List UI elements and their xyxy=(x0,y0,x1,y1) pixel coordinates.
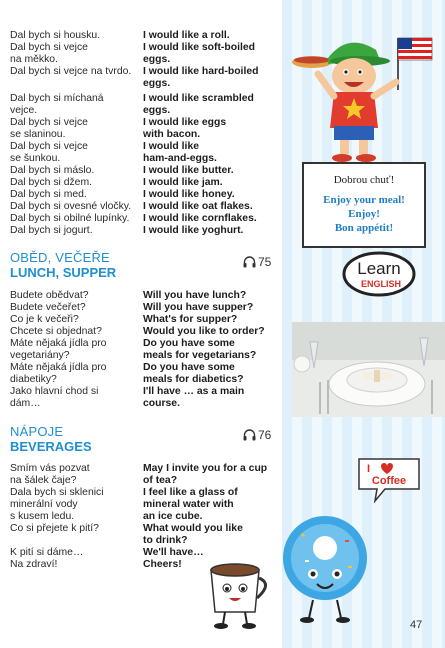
english-phrase: Will you have lunch? xyxy=(143,290,247,301)
coffee-speech-bubble xyxy=(355,455,423,505)
czech-phrase: Budete večeřet? xyxy=(10,302,86,313)
english-phrase: May I invite you for a cup xyxy=(143,463,268,474)
czech-phrase: Máte nějaká jídla pro xyxy=(10,362,107,373)
english-phrase: We'll have… xyxy=(143,547,204,558)
english-phrase: I would like xyxy=(143,141,200,152)
english-phrase: Do you have some xyxy=(143,338,235,349)
mug-and-donut-illustration xyxy=(205,500,375,630)
english-phrase: meals for diabetics? xyxy=(143,374,244,385)
table-setting-photo xyxy=(292,322,445,417)
english-phrase: ham-and-eggs. xyxy=(143,153,217,164)
czech-phrase: Smím vás pozvat xyxy=(10,463,90,474)
czech-phrase: Dal bych si vejce xyxy=(10,42,88,53)
english-phrase: eggs. xyxy=(143,54,171,65)
audio-track[interactable] xyxy=(243,255,271,269)
english-phrase: I would like eggs xyxy=(143,117,227,128)
czech-phrase: vegetariány? xyxy=(10,350,70,361)
czech-phrase: Dal bych si housku. xyxy=(10,30,101,41)
english-phrase: with bacon. xyxy=(143,129,201,140)
section-title-czech: NÁPOJE xyxy=(10,424,64,439)
english-text: ENGLISH xyxy=(360,279,402,289)
czech-phrase: na měkko. xyxy=(10,54,58,65)
boy-illustration xyxy=(290,30,440,165)
czech-phrase: Dal bych si džem. xyxy=(10,177,92,188)
learn-english-badge xyxy=(341,250,417,298)
letter-i: I xyxy=(367,463,371,475)
track-number: 76 xyxy=(258,428,272,442)
english-phrase: What would you like xyxy=(143,523,243,534)
english-phrase: What's for supper? xyxy=(143,314,238,325)
czech-phrase: se šunkou. xyxy=(10,153,61,164)
phrase-sign xyxy=(302,162,426,248)
czech-phrase: Chcete si objednat? xyxy=(10,326,102,337)
sign-line: Bon appétit! xyxy=(334,222,394,234)
section-title-czech: OBĚD, VEČEŘE xyxy=(10,250,110,265)
english-phrase: Will you have supper? xyxy=(143,302,254,313)
english-phrase: I would like yoghurt. xyxy=(143,225,244,236)
czech-phrase: dám… xyxy=(10,398,41,409)
audio-track[interactable] xyxy=(243,428,271,442)
learn-text: Learn xyxy=(357,259,401,278)
english-phrase: I would like hard-boiled xyxy=(143,66,259,77)
english-phrase: I would like honey. xyxy=(143,189,235,200)
page-number: 47 xyxy=(410,619,423,631)
czech-phrase: diabetiky? xyxy=(10,374,57,385)
english-phrase: meals for vegetarians? xyxy=(143,350,257,361)
english-phrase: I would like soft-boiled xyxy=(143,42,255,53)
czech-phrase: Dal bych si máslo. xyxy=(10,165,95,176)
czech-phrase: Dala bych si sklenici xyxy=(10,487,104,498)
czech-phrase: s kusem ledu. xyxy=(10,511,75,522)
track-number: 75 xyxy=(258,255,272,269)
english-phrase: Cheers! xyxy=(143,559,182,570)
czech-phrase: K pití si dáme… xyxy=(10,547,84,558)
czech-phrase: Dal bych si med. xyxy=(10,189,87,200)
czech-phrase: Dal bych si obilné lupínky. xyxy=(10,213,130,224)
czech-phrase: minerální vody xyxy=(10,499,78,510)
english-phrase: I'll have … as a main xyxy=(143,386,245,397)
english-phrase: mineral water with xyxy=(143,499,234,510)
czech-phrase: Co je k večeři? xyxy=(10,314,79,325)
english-phrase: eggs. xyxy=(143,78,171,89)
english-phrase: an ice cube. xyxy=(143,511,203,522)
english-phrase: Do you have some xyxy=(143,362,235,373)
english-phrase: I feel like a glass of xyxy=(143,487,238,498)
english-phrase: Would you like to order? xyxy=(143,326,265,337)
czech-phrase: Dal bych si míchaná xyxy=(10,93,104,104)
sign-title: Dobrou chuť! xyxy=(333,174,395,186)
headphones-icon xyxy=(243,256,256,268)
english-phrase: I would like oat flakes. xyxy=(143,201,253,212)
english-phrase: I would like jam. xyxy=(143,177,223,188)
czech-phrase: Dal bych si vejce xyxy=(10,141,88,152)
czech-phrase: Dal bych si vejce na tvrdo. xyxy=(10,66,132,77)
coffee-text: Coffee xyxy=(371,475,407,487)
czech-phrase: Dal bych si ovesné vločky. xyxy=(10,201,132,212)
czech-phrase: Máte nějaká jídla pro xyxy=(10,338,107,349)
english-phrase: to drink? xyxy=(143,535,188,546)
sign-line: Enjoy! xyxy=(348,208,380,220)
czech-phrase: Budete obědvat? xyxy=(10,290,89,301)
czech-phrase: Dal bych si vejce xyxy=(10,117,88,128)
czech-phrase: Dal bych si jogurt. xyxy=(10,225,93,236)
czech-phrase: Jako hlavní chod si xyxy=(10,386,99,397)
czech-phrase: na šálek čaje? xyxy=(10,475,77,486)
headphones-icon xyxy=(243,429,256,441)
english-phrase: I would like butter. xyxy=(143,165,234,176)
english-phrase: I would like a roll. xyxy=(143,30,230,41)
english-phrase: I would like scrambled xyxy=(143,93,254,104)
czech-phrase: vejce. xyxy=(10,105,38,116)
english-phrase: eggs. xyxy=(143,105,171,116)
czech-phrase: Co si přejete k pití? xyxy=(10,523,99,534)
section-title-english: LUNCH, SUPPER xyxy=(10,265,117,280)
english-phrase: of tea? xyxy=(143,475,178,486)
section-title-english: BEVERAGES xyxy=(10,439,92,454)
czech-phrase: Na zdraví! xyxy=(10,559,58,570)
czech-phrase: se slaninou. xyxy=(10,129,66,140)
english-phrase: course. xyxy=(143,398,180,409)
english-phrase: I would like cornflakes. xyxy=(143,213,257,224)
sign-line: Enjoy your meal! xyxy=(323,194,405,206)
